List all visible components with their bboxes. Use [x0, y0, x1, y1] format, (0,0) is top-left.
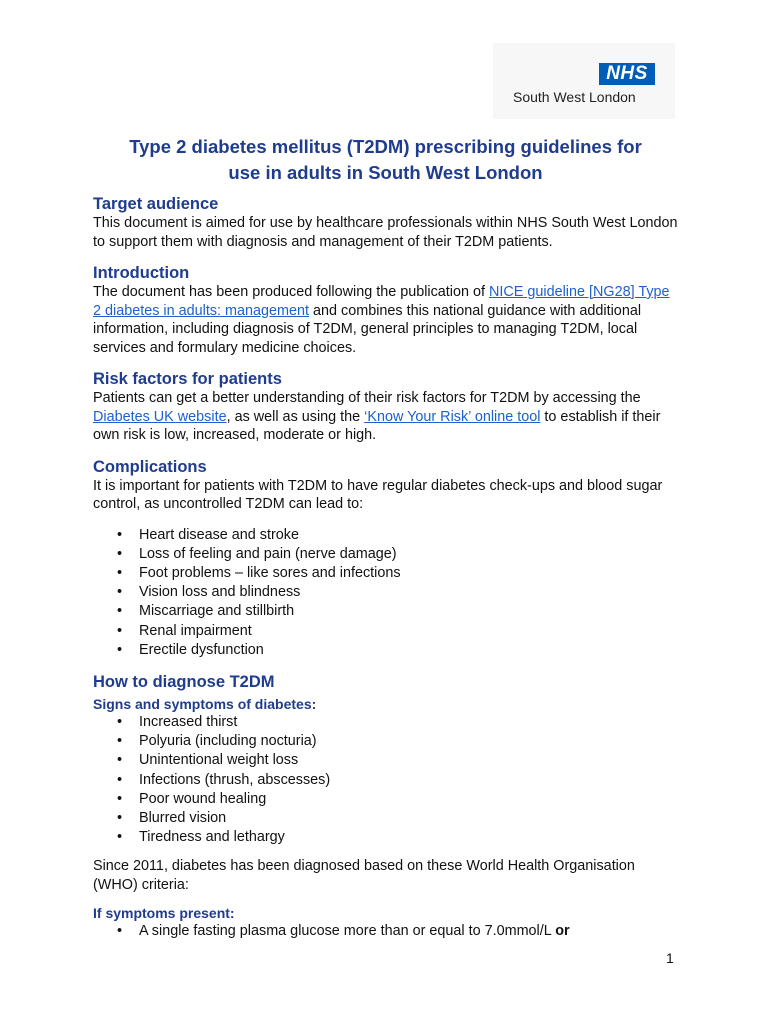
list-item	[93, 564, 678, 583]
signs-symptoms-heading: Signs and symptoms of diabetes:	[93, 695, 317, 712]
list-item-text: Poor wound healing	[139, 790, 267, 807]
bullet-icon: •	[117, 584, 123, 601]
section-heading-target-audience: Target audience	[93, 195, 219, 213]
list-item	[93, 602, 678, 621]
introduction-text-end: and combines this national guidance with additional information, including diagnosis of T2DM, general principles to managing T2DM, local services and formulary medicine choices.	[93, 302, 642, 356]
list-item-text: Tiredness and lethargy	[139, 829, 285, 846]
nhs-logo-mark: NHS	[599, 63, 655, 85]
section-heading-complications: Complications	[93, 457, 207, 476]
list-item-text: Polyuria (including nocturia)	[139, 733, 317, 750]
list-item-text: Increased thirst	[139, 713, 238, 730]
list-item-text: Renal impairment	[139, 622, 252, 639]
document-title-line-1: Type 2 diabetes mellitus (T2DM) prescribing guidelines for	[129, 136, 642, 157]
list-item	[93, 641, 678, 660]
list-item-text: Loss of feeling and pain (nerve damage)	[139, 545, 397, 562]
list-item-text: Blurred vision	[139, 809, 227, 826]
list-item-text: Infections (thrush, abscesses)	[139, 771, 331, 788]
list-item	[93, 771, 678, 790]
list-item	[93, 526, 678, 545]
list-item-text: Erectile dysfunction	[139, 641, 264, 658]
list-item-text: Miscarriage and stillbirth	[139, 603, 295, 620]
list-item	[93, 545, 678, 564]
who-criteria-text: Since 2011, diabetes has been diagnosed based on these World Health Organisation (WHO) criteria:	[93, 858, 635, 893]
bullet-icon: •	[117, 545, 123, 562]
criterion-connector: or	[555, 923, 570, 940]
list-item	[93, 922, 678, 941]
section-heading-risk-factors: Risk factors for patients	[93, 370, 282, 388]
bullet-icon: •	[117, 771, 123, 788]
bullet-icon: •	[117, 526, 123, 543]
risk-factors-text	[93, 389, 678, 445]
document-title	[93, 134, 678, 186]
bullet-icon: •	[117, 923, 123, 940]
risk-factors-text-2: , as well as using the	[226, 408, 365, 425]
bullet-icon: •	[117, 641, 123, 658]
bullet-icon: •	[117, 809, 123, 826]
document-title-line-2: use in adults in South West London	[228, 162, 543, 183]
risk-factors-text-3: to establish if their own risk is low, increased, moderate or high.	[93, 408, 661, 443]
know-your-risk-link[interactable]: ‘Know Your Risk’ online tool	[364, 408, 541, 425]
bullet-icon: •	[117, 713, 123, 730]
criteria-list	[93, 922, 678, 941]
criterion-text: A single fasting plasma glucose more than or equal to 7.0mmol/L	[139, 923, 556, 940]
list-item-text: Unintentional weight loss	[139, 752, 299, 769]
complications-list	[93, 526, 678, 660]
diabetes-uk-link[interactable]: Diabetes UK website	[93, 408, 227, 425]
if-symptoms-heading: If symptoms present:	[93, 905, 235, 922]
list-item	[93, 713, 678, 732]
complications-intro: It is important for patients with T2DM to have regular diabetes check-ups and blood sugar control, as uncontrolled T2DM can lead to:	[93, 477, 663, 512]
bullet-icon: •	[117, 733, 123, 750]
section-heading-introduction: Introduction	[93, 264, 190, 282]
list-item	[93, 732, 678, 751]
list-item	[93, 790, 678, 809]
introduction-text-start: The document has been produced following the publication of	[93, 284, 490, 300]
page-number: 1	[666, 950, 674, 966]
list-item-text: Foot problems – like sores and infections	[139, 564, 401, 581]
risk-factors-text-1: Patients can get a better understanding of their risk factors for T2DM by accessing the	[93, 390, 641, 406]
document-body	[93, 134, 678, 942]
nhs-logo	[493, 43, 675, 119]
signs-symptoms-list	[93, 713, 678, 847]
list-item	[93, 622, 678, 641]
bullet-icon: •	[117, 564, 123, 581]
list-item	[93, 583, 678, 602]
introduction-text	[93, 283, 678, 357]
bullet-icon: •	[117, 752, 123, 769]
list-item	[93, 751, 678, 770]
bullet-icon: •	[117, 790, 123, 807]
bullet-icon: •	[117, 829, 123, 846]
list-item	[93, 809, 678, 828]
bullet-icon: •	[117, 622, 123, 639]
nice-guideline-link[interactable]: NICE guideline [NG28] Type 2 diabetes in adults: management	[93, 284, 670, 319]
list-item-text: Vision loss and blindness	[139, 584, 301, 601]
list-item	[93, 828, 678, 847]
target-audience-text: This document is aimed for use by healthcare professionals within NHS South West London to support them with diagnosis and management of their T2DM patients.	[93, 215, 678, 250]
list-item-text: Heart disease and stroke	[139, 526, 299, 543]
bullet-icon: •	[117, 603, 123, 620]
logo-region-text: South West London	[513, 89, 636, 105]
section-heading-diagnose: How to diagnose T2DM	[93, 672, 275, 691]
